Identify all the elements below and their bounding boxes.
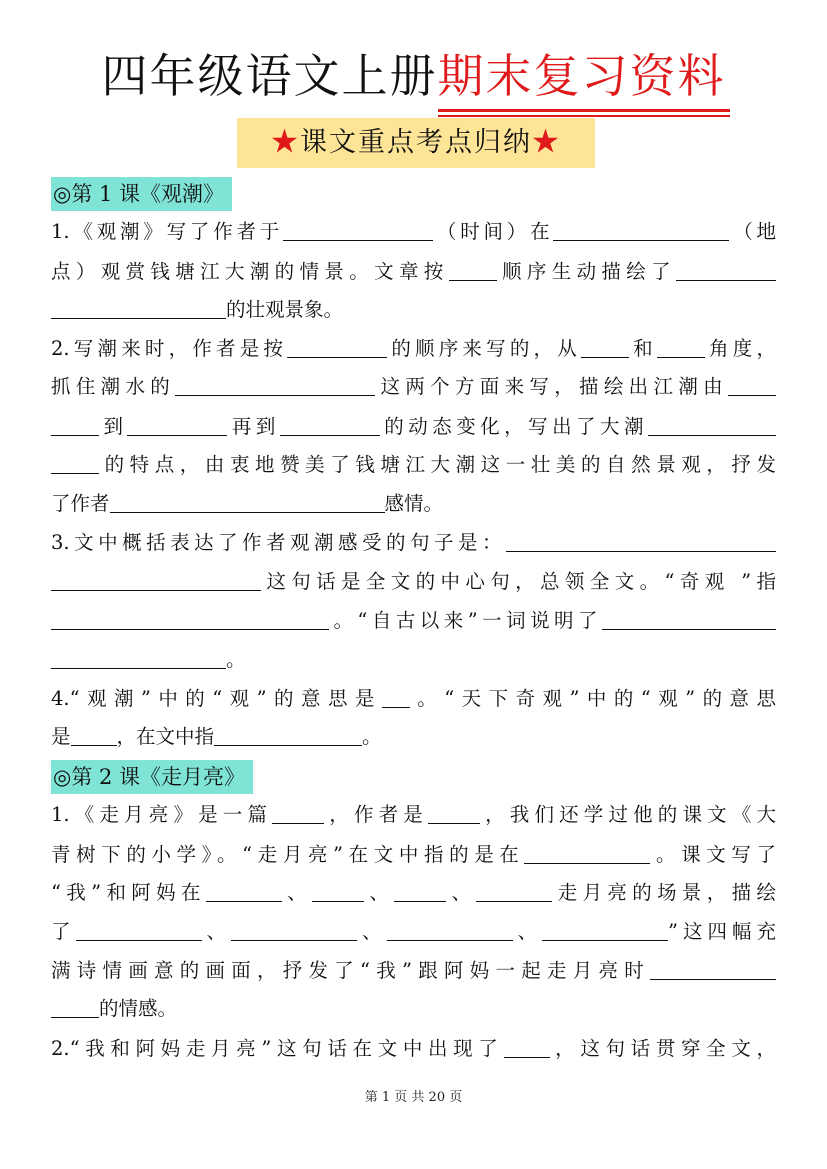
answer-blank <box>657 331 705 358</box>
star-icon: ★ <box>271 127 300 158</box>
answer-blank <box>387 914 513 941</box>
lesson-1-heading: ◎第 1 课《观潮》 <box>51 177 232 211</box>
answer-blank <box>648 409 776 436</box>
answer-blank <box>476 875 552 902</box>
star-icon: ★ <box>532 127 561 158</box>
question-line: 1.《观潮》写了作者于 （时间）在 （地 <box>51 214 776 250</box>
answer-blank <box>51 991 99 1018</box>
answer-blank <box>506 525 776 552</box>
answer-blank <box>110 486 385 513</box>
question-line: 抓住潮水的 这两个方面来写，描绘出江潮由 <box>51 369 776 405</box>
answer-blank <box>51 564 261 591</box>
answer-blank <box>449 254 497 281</box>
question-line: 满诗情画意的画面，抒发了“我”跟阿妈一起走月亮时 <box>51 953 776 989</box>
answer-blank <box>51 642 226 669</box>
answer-blank <box>214 719 362 746</box>
answer-blank <box>504 1031 550 1058</box>
lesson-2-heading: ◎第 2 课《走月亮》 <box>51 760 253 794</box>
page-title <box>0 40 827 110</box>
answer-blank <box>382 681 410 708</box>
question-line: 的情感。 <box>51 991 776 1027</box>
answer-blank <box>51 409 99 436</box>
question-line: 的壮观景象。 <box>51 292 776 328</box>
answer-blank <box>394 875 446 902</box>
question-line: 1.《走月亮》是一篇 ，作者是 ，我们还学过他的课文《大 <box>51 797 776 833</box>
question-line: 4.“观潮”中的“观”的意思是 。“天下奇观”中的“观”的意思 <box>51 681 776 717</box>
title-highlight: 期末复习资料 <box>438 40 726 106</box>
question-line: “我”和阿妈在 、 、 、 走月亮的场景，描绘 <box>51 875 776 911</box>
answer-blank <box>428 797 480 824</box>
answer-blank <box>581 331 629 358</box>
answer-blank <box>127 409 227 436</box>
title-main: 四年级语文上册 <box>101 49 438 103</box>
answer-blank <box>272 797 324 824</box>
answer-blank <box>206 875 282 902</box>
answer-blank <box>602 603 776 630</box>
answer-blank <box>231 914 357 941</box>
question-line: 点）观赏钱塘江大潮的情景。文章按 顺序生动描绘了 <box>51 254 776 290</box>
answer-blank <box>51 603 329 630</box>
question-line: 这句话是全文的中心句，总领全文。“奇观 ”指 <box>51 564 776 600</box>
answer-blank <box>175 369 375 396</box>
answer-blank <box>650 953 776 980</box>
question-line: 2.“我和阿妈走月亮”这句话在文中出现了 ，这句话贯穿全文， <box>51 1031 776 1067</box>
answer-blank <box>312 875 364 902</box>
question-line: 。 <box>51 642 776 678</box>
section-subtitle <box>237 118 595 168</box>
answer-blank <box>676 254 776 281</box>
answer-blank <box>51 447 99 474</box>
answer-blank <box>71 719 117 746</box>
answer-blank <box>542 914 668 941</box>
answer-blank <box>728 369 776 396</box>
answer-blank <box>287 331 387 358</box>
question-line: 的特点，由衷地赞美了钱塘江大潮这一壮美的自然景观，抒发 <box>51 447 776 483</box>
answer-blank <box>280 409 380 436</box>
question-line: 青树下的小学》。“走月亮”在文中指的是在 。课文写了 <box>51 837 776 873</box>
page-number: 第 1 页 共 20 页 <box>364 1090 463 1105</box>
question-line: 是 ，在文中指 。 <box>51 719 776 755</box>
subtitle-text: 课文重点考点归纳 <box>300 127 532 158</box>
question-line: 了 、 、 、 ”这四幅充 <box>51 914 776 950</box>
answer-blank <box>553 214 729 241</box>
question-line: 。“自古以来”一词说明了 <box>51 603 776 639</box>
answer-blank <box>51 292 226 319</box>
answer-blank <box>524 837 650 864</box>
question-line: 到 再到 的动态变化，写出了大潮 <box>51 409 776 445</box>
question-line: 了作者 感情。 <box>51 486 776 522</box>
question-line: 2.写潮来时，作者是按 的顺序来写的，从 和 角度， <box>51 331 776 367</box>
answer-blank <box>283 214 433 241</box>
question-line: 3.文中概括表达了作者观潮感受的句子是： <box>51 525 776 561</box>
answer-blank <box>76 914 202 941</box>
